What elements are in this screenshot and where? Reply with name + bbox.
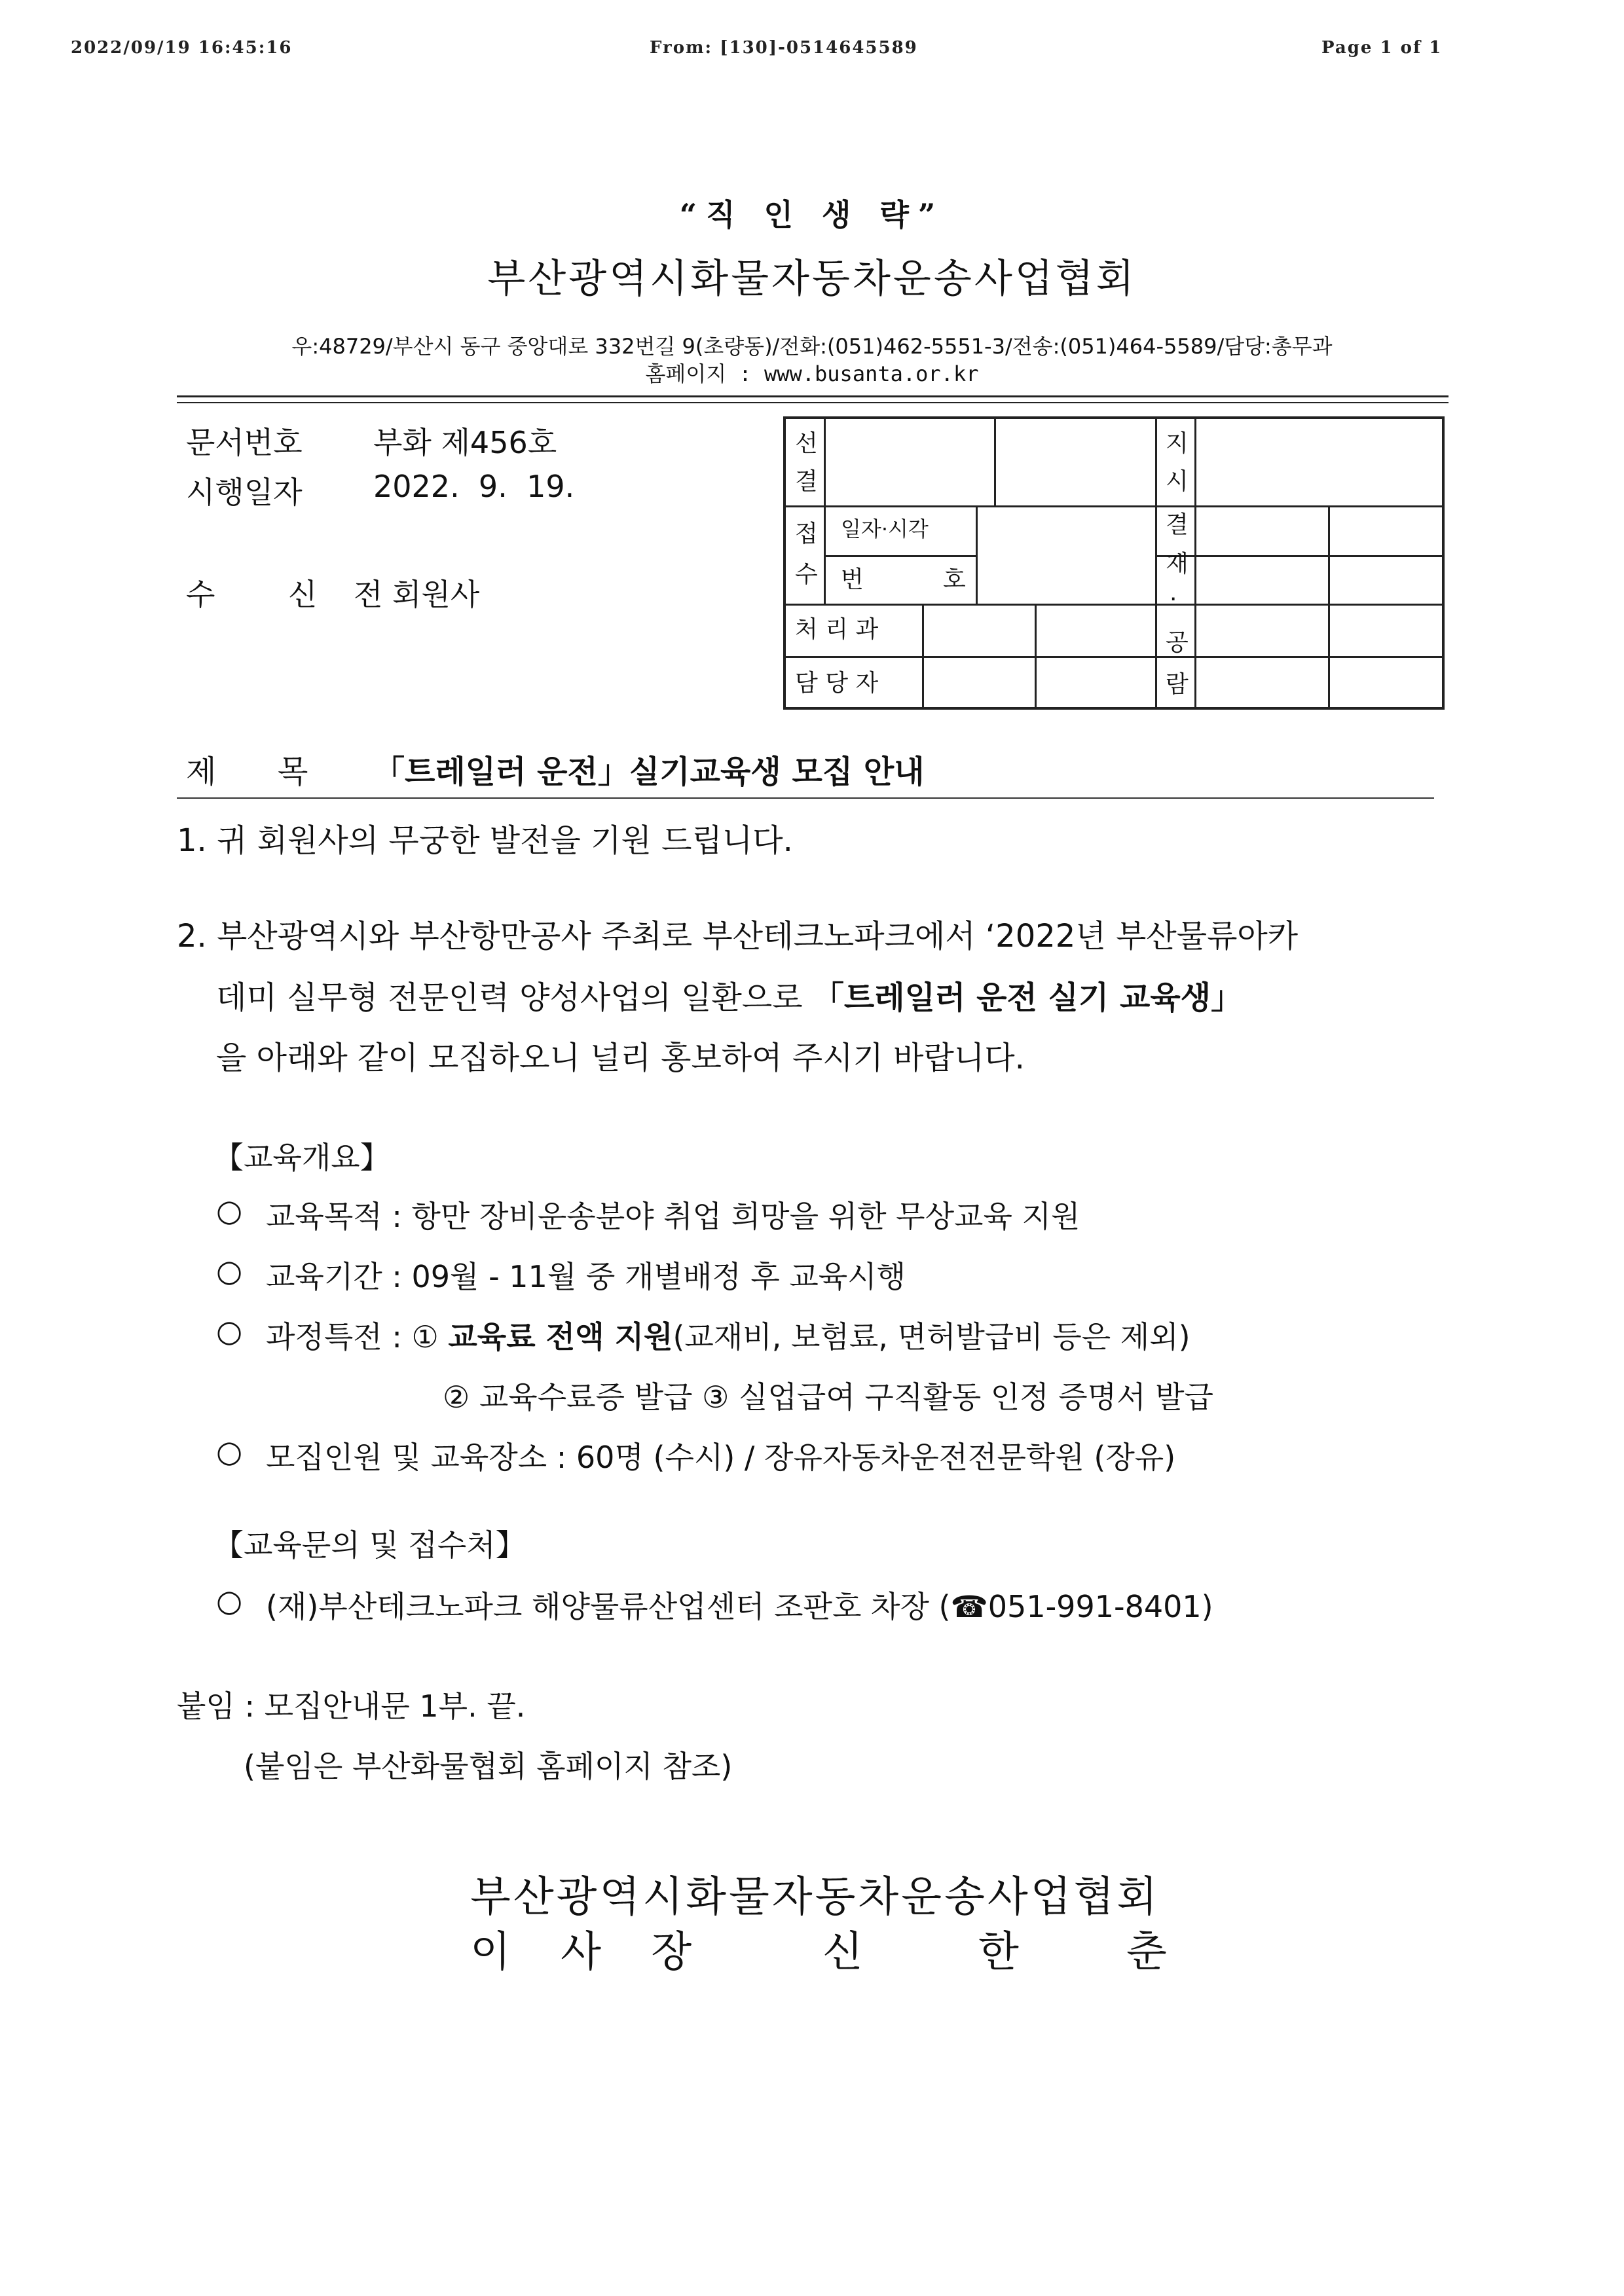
signature-organization: 부산광역시화물자동차운송사업협회 bbox=[470, 1873, 1160, 1922]
issue-date-label: 시행일자 bbox=[186, 475, 303, 510]
issue-date-value: 2022. 9. 19. bbox=[373, 469, 575, 504]
overview-item-purpose: 교육목적 : 항만 장비운송분야 취업 희망을 위한 무상교육 지원 bbox=[266, 1199, 1080, 1234]
approval-box bbox=[783, 416, 1445, 710]
subject-label-1: 제 bbox=[186, 754, 217, 790]
fax-page-number: Page 1 of 1 bbox=[1321, 38, 1443, 58]
overview-bullet-2: ○ bbox=[216, 1253, 243, 1288]
doc-number-label: 문서번호 bbox=[186, 425, 303, 460]
paragraph-2-line-2-text: 데미 실무형 전문인력 양성사업의 일환으로 bbox=[216, 979, 813, 1016]
benefits-exclusions: (교재비, 보험료, 면허발급비 등은 제외) bbox=[673, 1319, 1190, 1355]
signature-title: 이 사 장 bbox=[470, 1928, 710, 1977]
contact-bullet: ○ bbox=[216, 1583, 243, 1618]
overview-heading: 【교육개요】 bbox=[213, 1140, 390, 1175]
contact-heading: 【교육문의 및 접수처】 bbox=[213, 1527, 526, 1563]
overview-item-period: 교육기간 : 09월 - 11월 중 개별배정 후 교육시행 bbox=[266, 1259, 906, 1294]
header-divider-secondary bbox=[177, 402, 1449, 403]
approval-jeop: 접 bbox=[795, 520, 818, 547]
organization-homepage: 홈페이지 : www.busanta.or.kr bbox=[645, 361, 979, 386]
attachment-line: 붙임 : 모집안내문 1부. 끝. bbox=[177, 1688, 526, 1724]
organization-title: 부산광역시화물자동차운송사업협회 bbox=[487, 256, 1137, 302]
doc-number-value: 부화 제456호 bbox=[373, 425, 557, 460]
recipient-value: 전 회원사 bbox=[354, 577, 480, 612]
approval-gyeol2: 결 bbox=[1166, 511, 1189, 538]
approval-seon: 선 bbox=[795, 430, 818, 457]
approval-dept: 처 리 과 bbox=[795, 616, 879, 643]
approval-ho: 호 bbox=[943, 566, 966, 593]
header-divider bbox=[177, 395, 1449, 397]
approval-person: 담 당 자 bbox=[795, 670, 879, 697]
approval-date-time: 일자·시각 bbox=[841, 517, 929, 541]
paragraph-2-line-2 bbox=[216, 978, 1242, 1017]
signature-name-1: 신 bbox=[822, 1928, 863, 1977]
fax-timestamp: 2022/09/19 16:45:16 bbox=[71, 38, 293, 58]
approval-ram: 람 bbox=[1166, 671, 1189, 698]
benefits-label: 과정특전 : ① bbox=[266, 1319, 449, 1355]
signature-name-3: 춘 bbox=[1126, 1928, 1167, 1977]
contact-item: (재)부산테크노파크 해양물류산업센터 조판호 차장 (☎051-991-8401) bbox=[266, 1589, 1213, 1624]
approval-si: 시 bbox=[1166, 468, 1189, 495]
approval-su: 수 bbox=[795, 561, 818, 588]
approval-gong: 공 bbox=[1166, 629, 1189, 656]
overview-item-recruitment: 모집인원 및 교육장소 : 60명 (수시) / 장유자동차운전전문학원 (장유) bbox=[266, 1440, 1176, 1475]
fax-sender: From: [130]-0514645589 bbox=[650, 38, 918, 58]
paragraph-2-line-3: 을 아래와 같이 모집하오니 널리 홍보하여 주시기 바랍니다. bbox=[216, 1040, 1025, 1076]
paragraph-2-highlight: 「트레일러 운전 실기 교육생」 bbox=[812, 979, 1243, 1016]
subject-title: 「트레일러 운전」실기교육생 모집 안내 bbox=[373, 754, 925, 790]
paragraph-1: 1. 귀 회원사의 무궁한 발전을 기원 드립니다. bbox=[177, 822, 793, 859]
organization-address: 우:48729/부산시 동구 중앙대로 332번길 9(초량동)/전화:(051)462-5551-3/전송:(051)464-5589/담당:총무과 bbox=[291, 334, 1333, 359]
benefits-free-tuition: 교육료 전액 지원 bbox=[448, 1319, 673, 1355]
overview-item-benefits bbox=[266, 1313, 1190, 1357]
approval-dot: · bbox=[1170, 586, 1177, 613]
seal-omitted-note: “직 인 생 략” bbox=[679, 197, 945, 232]
attachment-note: (붙임은 부산화물협회 홈페이지 참조) bbox=[244, 1749, 733, 1784]
subject-label-2: 목 bbox=[278, 754, 308, 790]
approval-jae: 재 bbox=[1166, 551, 1189, 577]
overview-item-benefits-line-2: ② 교육수료증 발급 ③ 실업급여 구직활동 인정 증명서 발급 bbox=[443, 1379, 1214, 1415]
paragraph-2-line-1: 2. 부산광역시와 부산항만공사 주최로 부산테크노파크에서 ‘2022년 부산물류아카 bbox=[177, 918, 1299, 955]
overview-bullet-1: ○ bbox=[216, 1193, 243, 1228]
overview-bullet-4: ○ bbox=[216, 1434, 243, 1469]
approval-beon: 번 bbox=[841, 566, 864, 593]
overview-bullet-3: ○ bbox=[216, 1313, 243, 1349]
subject-underline bbox=[177, 797, 1434, 799]
signature-name-2: 한 bbox=[978, 1928, 1019, 1977]
approval-gyeol: 결 bbox=[795, 468, 818, 495]
recipient-label-1: 수 bbox=[186, 577, 215, 612]
recipient-label-2: 신 bbox=[288, 577, 318, 612]
approval-ji: 지 bbox=[1166, 430, 1189, 457]
